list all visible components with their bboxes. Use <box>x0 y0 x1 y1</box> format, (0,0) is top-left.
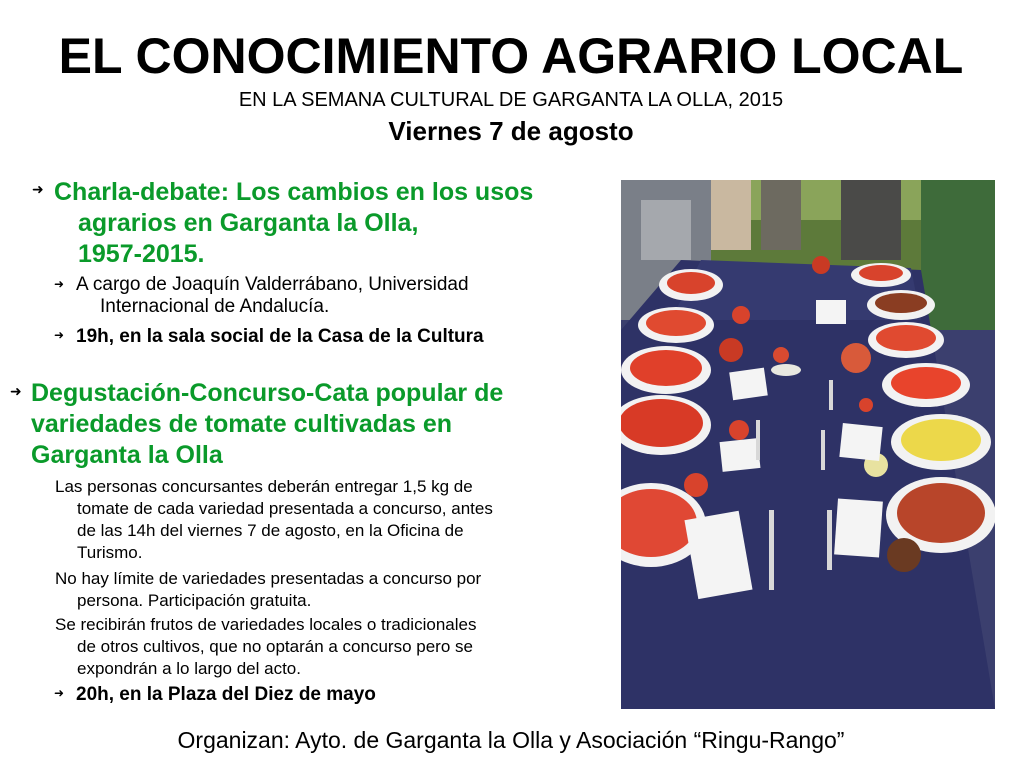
arrow-right-icon: ➜ <box>54 277 65 291</box>
arrow-right-icon: ➜ <box>10 383 22 399</box>
organizers-footer: Organizan: Ayto. de Garganta la Olla y Asociación “Ringu-Rango” <box>177 727 845 753</box>
tomato-table-illustration <box>621 180 995 709</box>
section2-heading: Degustación-Concurso-Cata popular de variedades de tomate cultivadas en Garganta la Olla <box>31 379 504 469</box>
arrow-right-icon: ➜ <box>54 686 65 700</box>
page-subtitle: EN LA SEMANA CULTURAL DE GARGANTA LA OLLA, 2015 <box>238 89 784 111</box>
event-date: Viernes 7 de agosto <box>388 116 634 146</box>
arrow-right-icon: ➜ <box>54 328 65 342</box>
section2-paragraph-other-crops: Se recibirán frutos de variedades locales o tradicionales de otros cultivos, que no optarán a concurso pero se expondrán a lo largo del acto. <box>55 615 477 678</box>
arrow-right-icon: ➜ <box>32 181 44 197</box>
tomato-tasting-photo <box>621 180 995 709</box>
page-title: EL CONOCIMIENTO AGRARIO LOCAL <box>58 28 964 84</box>
section2-time: 20h, en la Plaza del Diez de mayo <box>76 684 376 705</box>
section1-time: 19h, en la sala social de la Casa de la Cultura <box>76 326 484 347</box>
section2-paragraph-limits: No hay límite de variedades presentadas a concurso por persona. Participación gratuita. <box>55 569 482 610</box>
section1-speaker: A cargo de Joaquín Valderrábano, Universidad Internacional de Andalucía. <box>76 274 469 317</box>
section1-heading: Charla-debate: Los cambios en los usos agrarios en Garganta la Olla, 1957-2015. <box>54 178 534 268</box>
section2-paragraph-delivery: Las personas concursantes deberán entregar 1,5 kg de tomate de cada variedad presentada a concurso, antes de las 14h del viernes 7 de agosto, en la Oficina de Turismo. <box>55 477 493 562</box>
